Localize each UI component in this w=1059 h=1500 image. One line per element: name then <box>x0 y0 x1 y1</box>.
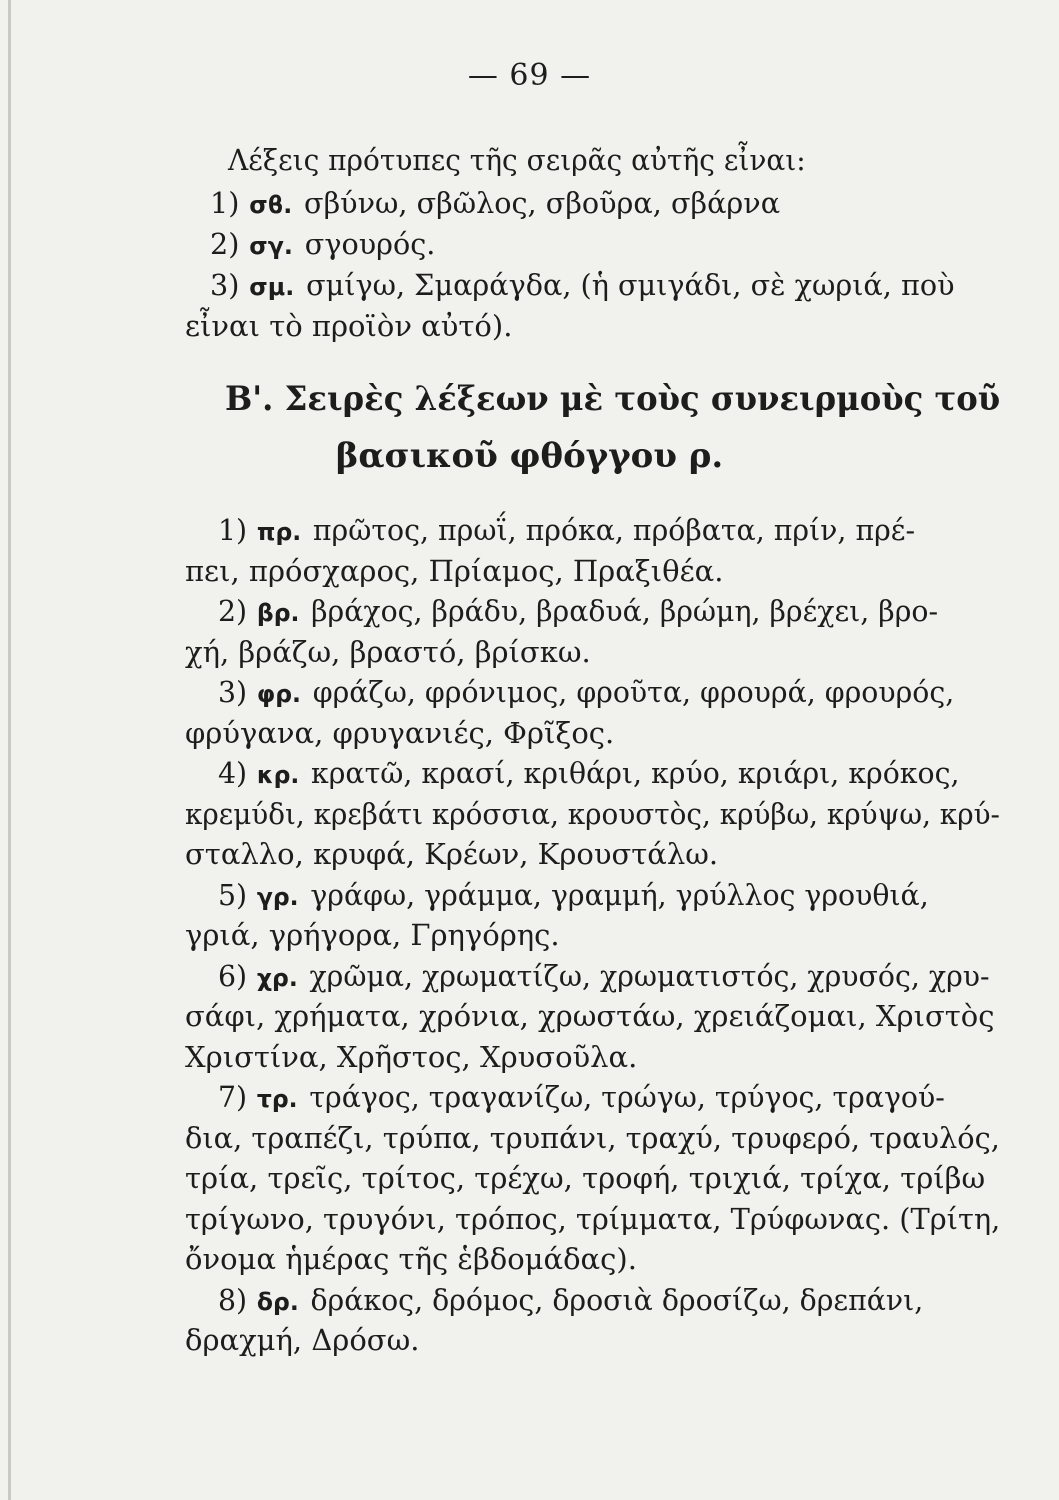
item-number: 6) <box>218 958 248 993</box>
item-label: δρ. <box>256 1287 299 1316</box>
item-text: γράφω, γράμμα, γραμμή, γρύλλος γρουθιά, <box>310 877 929 912</box>
item-label: γρ. <box>256 882 299 911</box>
item-text: βράχος, βράδυ, βραδυά, βρώμη, βρέχει, βρο- <box>311 594 939 628</box>
item-label: σγ. <box>249 232 293 260</box>
b-item-6-continuation-1: σάφι, χρήματα, χρόνια, χρωστάω, χρειάζομαι, Χριστὸς <box>185 999 995 1033</box>
item-label: τρ. <box>256 1085 298 1113</box>
b-item-6 <box>218 958 1000 996</box>
item-number: 3) <box>210 268 240 302</box>
item-number: 1) <box>210 186 240 220</box>
item-text: πρῶτος, πρωΐ, πρόκα, πρόβατα, πρίν, πρέ- <box>312 513 916 547</box>
item-text: φράζω, φρόνιμος, φροῦτα, φρουρά, φρουρός, <box>312 675 955 709</box>
a-item-3 <box>210 267 1000 305</box>
b-item-4-continuation-1: κρεμύδι, κρεβάτι κρόσσια, κρουστὸς, κρύβω, κρύψω, κρύ- <box>185 796 1000 831</box>
item-number: 2) <box>218 594 248 628</box>
b-item-7 <box>218 1079 1000 1117</box>
b-item-8 <box>218 1282 1000 1320</box>
item-label: βρ. <box>256 599 300 627</box>
a-item-2 <box>210 226 1000 264</box>
b-item-8-continuation-1: δραχμή, Δρόσω. <box>185 1323 420 1357</box>
b-item-5 <box>218 877 1000 915</box>
b-item-7-continuation-2: τρία, τρεῖς, τρίτος, τρέχω, τροφή, τριχιά, τρίχα, τρίβω <box>185 1161 986 1195</box>
b-item-1 <box>218 512 1000 550</box>
item-label: χρ. <box>256 963 298 992</box>
section-subheading: βασικοῦ φθόγγου ρ. <box>335 436 724 476</box>
b-item-6-continuation-2: Χριστίνα, Χρῆστος, Χρυσοῦλα. <box>185 1039 638 1074</box>
b-item-7-continuation-3: τρίγωνο, τρυγόνι, τρόπος, τρίμματα, Τρύφωνας. (Τρίτη, <box>185 1201 1001 1236</box>
item-number: 2) <box>210 227 240 261</box>
page-number: — 69 — <box>467 58 592 93</box>
page-edge <box>8 0 11 1500</box>
item-number: 3) <box>218 675 248 709</box>
item-text: κρατῶ, κρασί, κριθάρι, κρύο, κριάρι, κρόκος, <box>311 756 960 790</box>
item-number: 8) <box>218 1282 248 1317</box>
item-number: 4) <box>218 756 248 790</box>
b-item-5-continuation-1: γριά, γρήγορα, Γρηγόρης. <box>185 918 560 952</box>
item-text: χρῶμα, χρωματίζω, χρωματιστός, χρυσός, χρυ- <box>309 958 990 993</box>
item-text: σμίγω, Σμαράγδα, (ἡ σμιγάδι, σὲ χωριά, ποὺ <box>306 268 955 302</box>
item-label: κρ. <box>256 761 300 789</box>
b-item-3 <box>218 674 1000 712</box>
b-item-7-continuation-4: ὄνομα ἡμέρας τῆς ἑβδομάδας). <box>185 1242 637 1276</box>
item-number: 7) <box>218 1080 248 1114</box>
b-item-7-continuation-1: δια, τραπέζι, τρύπα, τρυπάνι, τραχύ, τρυφερό, τραυλός, <box>185 1120 1000 1155</box>
item-label: σϐ. <box>249 191 293 219</box>
item-text: σγουρός. <box>304 227 436 261</box>
b-item-3-continuation-1: φρύγανα, φρυγανιές, Φρῖξος. <box>185 715 615 750</box>
b-item-4-continuation-2: σταλλο, κρυφά, Κρέων, Κρουστάλω. <box>185 837 719 871</box>
b-item-4 <box>218 755 1000 793</box>
b-item-1-continuation-1: πει, πρόσχαρος, Πρίαμος, Πραξιθέα. <box>185 553 724 588</box>
b-item-2-continuation-1: χή, βράζω, βραστό, βρίσκω. <box>185 634 591 669</box>
item-number: 5) <box>218 877 248 912</box>
section-heading: Β'. Σειρὲς λέξεων μὲ τοὺς συνειρμοὺς τοῦ <box>225 379 1001 419</box>
item-text: σβύνω, σβῶλος, σβοῦρα, σβάρνα <box>304 186 781 220</box>
a-item-3-continuation: εἶναι τὸ προϊὸν αὐτό). <box>185 309 513 343</box>
b-item-2 <box>218 593 1000 631</box>
item-number: 1) <box>218 513 248 547</box>
item-text: τράγος, τραγανίζω, τρώγω, τρύγος, τραγού- <box>309 1080 945 1114</box>
item-label: πρ. <box>256 518 302 546</box>
intro-line: Λέξεις πρότυπες τῆς σειρᾶς αὐτῆς εἶναι: <box>228 143 806 177</box>
item-text: δράκος, δρόμος, δροσιὰ δροσίζω, δρεπάνι, <box>310 1282 924 1317</box>
a-item-1 <box>210 185 1000 223</box>
item-label: φρ. <box>256 680 301 708</box>
item-label: σμ. <box>249 273 295 301</box>
